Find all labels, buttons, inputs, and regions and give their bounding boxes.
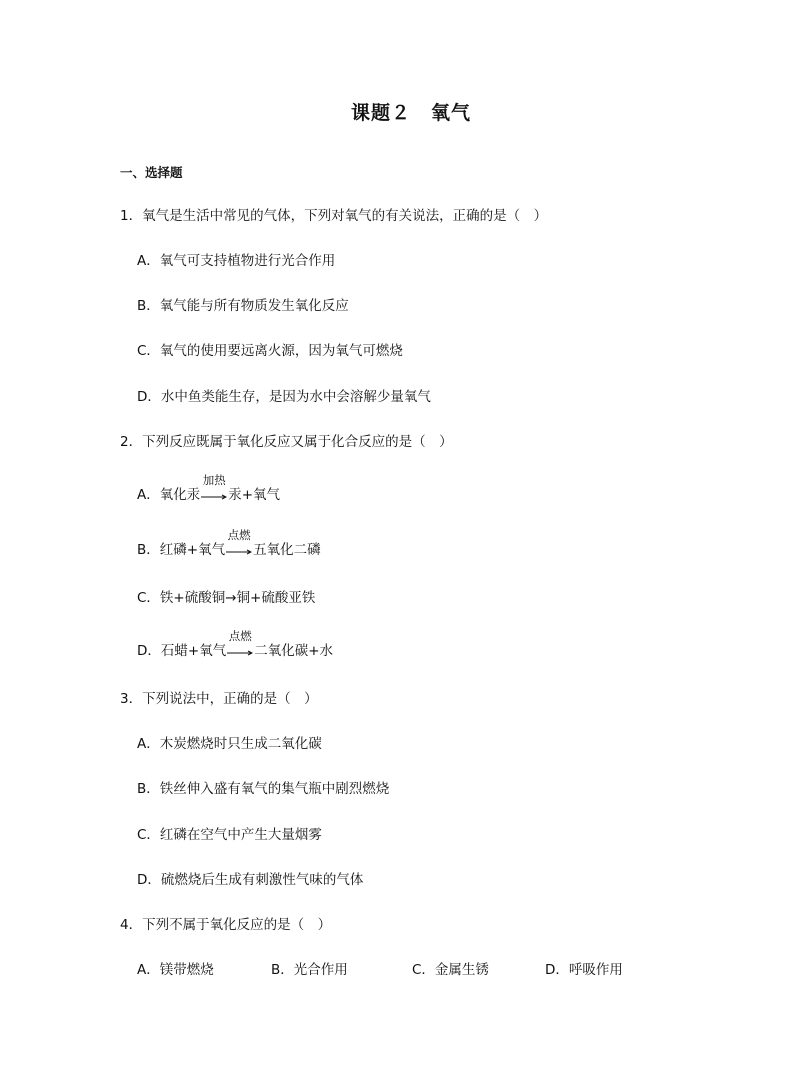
question-1-option-d: D．水中鱼类能生存，是因为水中会溶解少量氧气 (137, 389, 431, 405)
question-2-option-a (137, 473, 281, 505)
question-4-option-b: B．光合作用 (271, 962, 348, 978)
equation-products: 汞+氧气 (228, 487, 281, 503)
question-3-option-d: D．硫燃烧后生成有刺激性气味的气体 (137, 872, 364, 888)
question-4-option-c: C．金属生锈 (412, 962, 489, 978)
question-2-option-c: C．铁+硫酸铜→铜+硫酸亚铁 (137, 590, 316, 606)
reaction-condition: 点燃 (228, 629, 252, 643)
question-3-stem: 3．下列说法中，正确的是（ ） (120, 691, 318, 707)
question-2-option-b (137, 528, 321, 560)
reaction-arrow-icon (227, 629, 253, 655)
equation-products: 二氧化碳+水 (254, 643, 334, 659)
question-1-option-a: A．氧气可支持植物进行光合作用 (137, 253, 336, 269)
question-3-option-a: A．木炭燃烧时只生成二氧化碳 (137, 736, 322, 752)
question-4-stem: 4．下列不属于氧化反应的是（ ） (120, 917, 332, 933)
equation-reactants: A．氧化汞 (137, 487, 201, 503)
question-1-stem: 1．氧气是生活中常见的气体，下列对氧气的有关说法，正确的是（ ） (120, 208, 548, 224)
reaction-condition: 加热 (202, 473, 226, 487)
question-1-option-c: C．氧气的使用要远离火源，因为氧气可燃烧 (137, 343, 403, 359)
question-2-option-d (137, 629, 334, 661)
reaction-arrow-icon (226, 528, 252, 554)
question-3-option-c: C．红磷在空气中产生大量烟雾 (137, 827, 322, 843)
reaction-condition: 点燃 (227, 528, 251, 542)
equation-reactants: D．石蜡+氧气 (137, 643, 227, 659)
section-heading: 一、选择题 (120, 165, 183, 180)
question-4-option-d: D．呼吸作用 (545, 962, 623, 978)
question-2-stem: 2．下列反应既属于氧化反应又属于化合反应的是（ ） (120, 434, 453, 450)
question-4-option-a: A．镁带燃烧 (137, 962, 214, 978)
question-3-option-b: B．铁丝伸入盛有氧气的集气瓶中剧烈燃烧 (137, 781, 390, 797)
question-1-option-b: B．氧气能与所有物质发生氧化反应 (137, 298, 349, 314)
equation-products: 五氧化二磷 (253, 542, 321, 558)
equation-reactants: B．红磷+氧气 (137, 542, 226, 558)
page-title: 课题２ 氧气 (350, 102, 471, 124)
reaction-arrow-icon (201, 473, 227, 499)
